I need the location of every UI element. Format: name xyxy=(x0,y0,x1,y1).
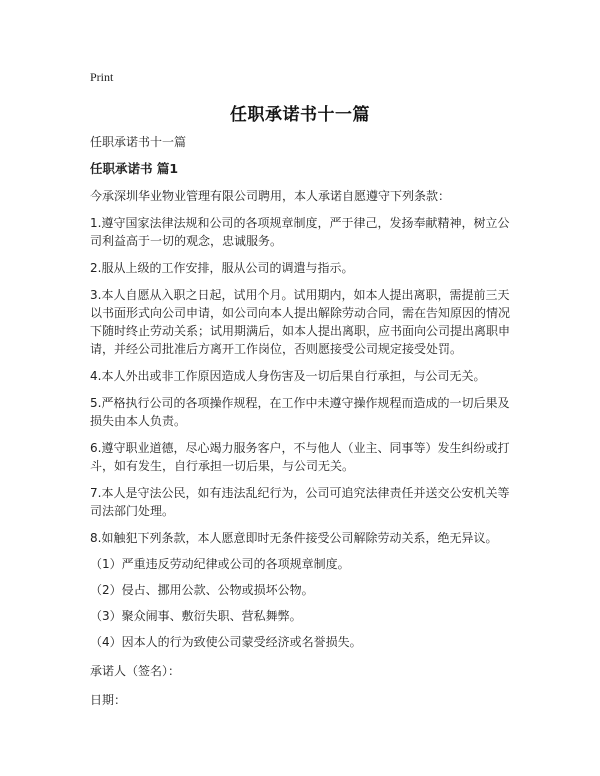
signature-label: 承诺人（签名）： xyxy=(90,664,181,678)
clause-2: 2.服从上级的工作安排，服从公司的调遣与指示。 xyxy=(90,261,354,275)
clause-5: 5.严格执行公司的各项操作规程，在工作中未遵守操作规程而造成的一切后果及损失由本人负责。 xyxy=(90,396,510,428)
sub-item-2: （2）侵占、挪用公款、公物或损坏公物。 xyxy=(90,583,314,597)
clause-8: 8.如触犯下列条款，本人愿意即时无条件接受公司解除劳动关系，绝无异议。 xyxy=(90,531,498,545)
clause-4: 4.本人外出或非工作原因造成人身伤害及一切后果自行承担，与公司无关。 xyxy=(90,369,486,383)
sub-item-1: （1）严重违反劳动纪律或公司的各项规章制度。 xyxy=(90,557,350,571)
clause-6: 6.遵守职业道德，尽心竭力服务客户，不与他人（业主、同事等）发生纠纷或打斗，如有发生，自行承担一切后果，与公司无关。 xyxy=(90,441,510,473)
clause-7: 7.本人是守法公民，如有违法乱纪行为，公司可追究法律责任并送交公安机关等司法部门处理。 xyxy=(90,486,510,518)
document-title: 任职承诺书十一篇 xyxy=(230,105,370,125)
document-body xyxy=(90,130,520,709)
clause-1: 1.遵守国家法律法规和公司的各项规章制度，严于律己，发扬奉献精神，树立公司利益高于一切的观念，忠诚服务。 xyxy=(90,216,510,248)
sub-item-4: （4）因本人的行为致使公司蒙受经济或名誉损失。 xyxy=(90,635,362,649)
document-subtitle: 任职承诺书十一篇 xyxy=(90,135,187,149)
intro-paragraph: 今承深圳华业物业管理有限公司聘用，本人承诺自愿遵守下列条款： xyxy=(90,189,451,203)
clause-3: 3.本人自愿从入职之日起，试用个月。试用期内，如本人提出离职，需提前三天以书面形式向公司申请，如公司向本人提出解除劳动合同，需在告知原因的情况下随时终止劳动关系；试用期满后，如本人提出离职，应书面向公司提出离职申请，并经公司批准后方离开工作岗位，否则愿接受公司规定接受处罚。 xyxy=(90,288,511,356)
print-label[interactable]: Print xyxy=(90,70,114,84)
section-heading: 任职承诺书 篇1 xyxy=(90,161,179,176)
sub-item-3: （3）聚众闹事、敷衍失职、营私舞弊。 xyxy=(90,609,302,623)
date-label: 日期： xyxy=(90,693,127,707)
